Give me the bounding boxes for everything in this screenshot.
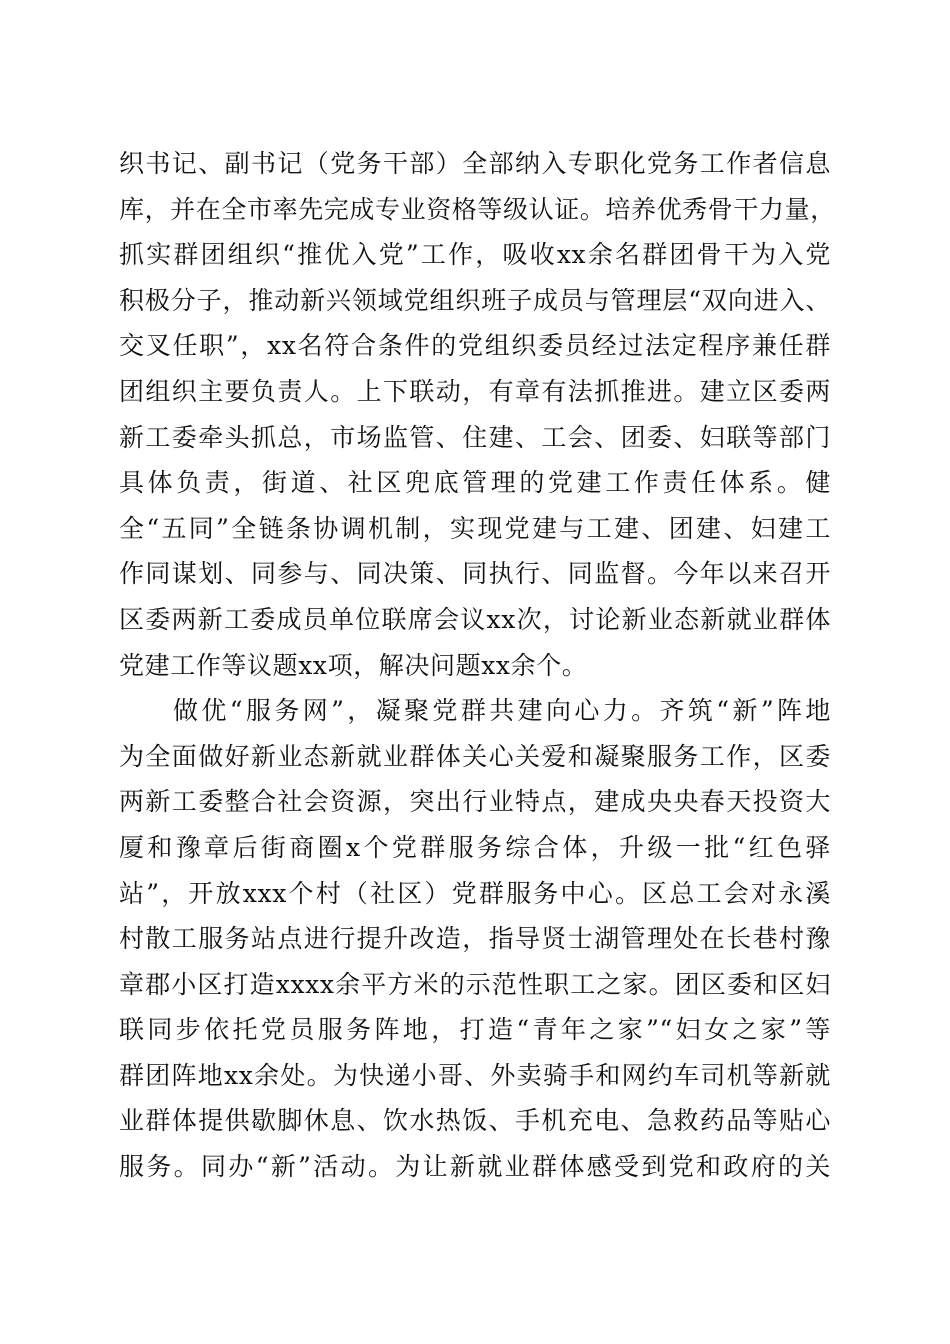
- paragraph-1: [119, 141, 836, 688]
- text-line: 交叉任职”，xx名符合条件的党组织委员经过法定程序兼任群: [119, 331, 831, 361]
- text-line: 新工委牵头抓总，市场监管、住建、工会、团委、妇联等部门: [119, 422, 831, 452]
- text-line: 团组织主要负责人。上下联动，有章有法抓推进。建立区委两: [119, 376, 831, 406]
- text-line: 具体负责，街道、社区兜底管理的党建工作责任体系。健: [119, 468, 831, 498]
- text-line: 站”，开放xxx个村（社区）党群服务中心。区总工会对永溪: [119, 878, 831, 908]
- text-line: 区委两新工委成员单位联席会议xx次，讨论新业态新就业群体: [119, 604, 831, 634]
- text-line: 全“五同”全链条协调机制，实现党建与工建、团建、妇建工: [119, 513, 831, 543]
- text-line: 库，并在全市率先完成专业资格等级认证。培养优秀骨干力量，: [119, 194, 836, 224]
- text-line: 联同步依托党员服务阵地，打造“青年之家”“妇女之家”等: [119, 1015, 831, 1045]
- text-line: 厦和豫章后街商圈x个党群服务综合体，升级一批“红色驿: [119, 832, 831, 862]
- text-line: 抓实群团组织“推优入党”工作，吸收xx余名群团骨干为入党: [119, 240, 831, 270]
- text-line: 做优“服务网”，凝聚党群共建向心力。齐筑“新”阵地: [173, 696, 831, 726]
- text-line: 章郡小区打造xxxx余平方米的示范性职工之家。团区委和区妇: [119, 969, 831, 999]
- text-line: 党建工作等议题xx项，解决问题xx余个。: [119, 650, 588, 680]
- text-line: 为全面做好新业态新就业群体关心关爱和凝聚服务工作，区委: [119, 741, 831, 771]
- text-line: 群团阵地xx余处。为快递小哥、外卖骑手和网约车司机等新就: [119, 1060, 831, 1090]
- text-line: 村散工服务站点进行提升改造，指导贤士湖管理处在长巷村豫: [119, 924, 831, 954]
- text-line: 服务。同办“新”活动。为让新就业群体感受到党和政府的关: [119, 1152, 831, 1182]
- text-line: 积极分子，推动新兴领域党组织班子成员与管理层“双向进入、: [119, 285, 831, 315]
- body-text: [119, 141, 836, 1190]
- text-line: 业群体提供歇脚休息、饮水热饭、手机充电、急救药品等贴心: [119, 1106, 831, 1136]
- paragraph-2: [119, 688, 831, 1190]
- text-line: 两新工委整合社会资源，突出行业特点，建成央央春天投资大: [119, 787, 831, 817]
- text-line: 织书记、副书记（党务干部）全部纳入专职化党务工作者信息: [119, 149, 831, 178]
- text-line: 作同谋划、同参与、同决策、同执行、同监督。今年以来召开: [119, 559, 831, 589]
